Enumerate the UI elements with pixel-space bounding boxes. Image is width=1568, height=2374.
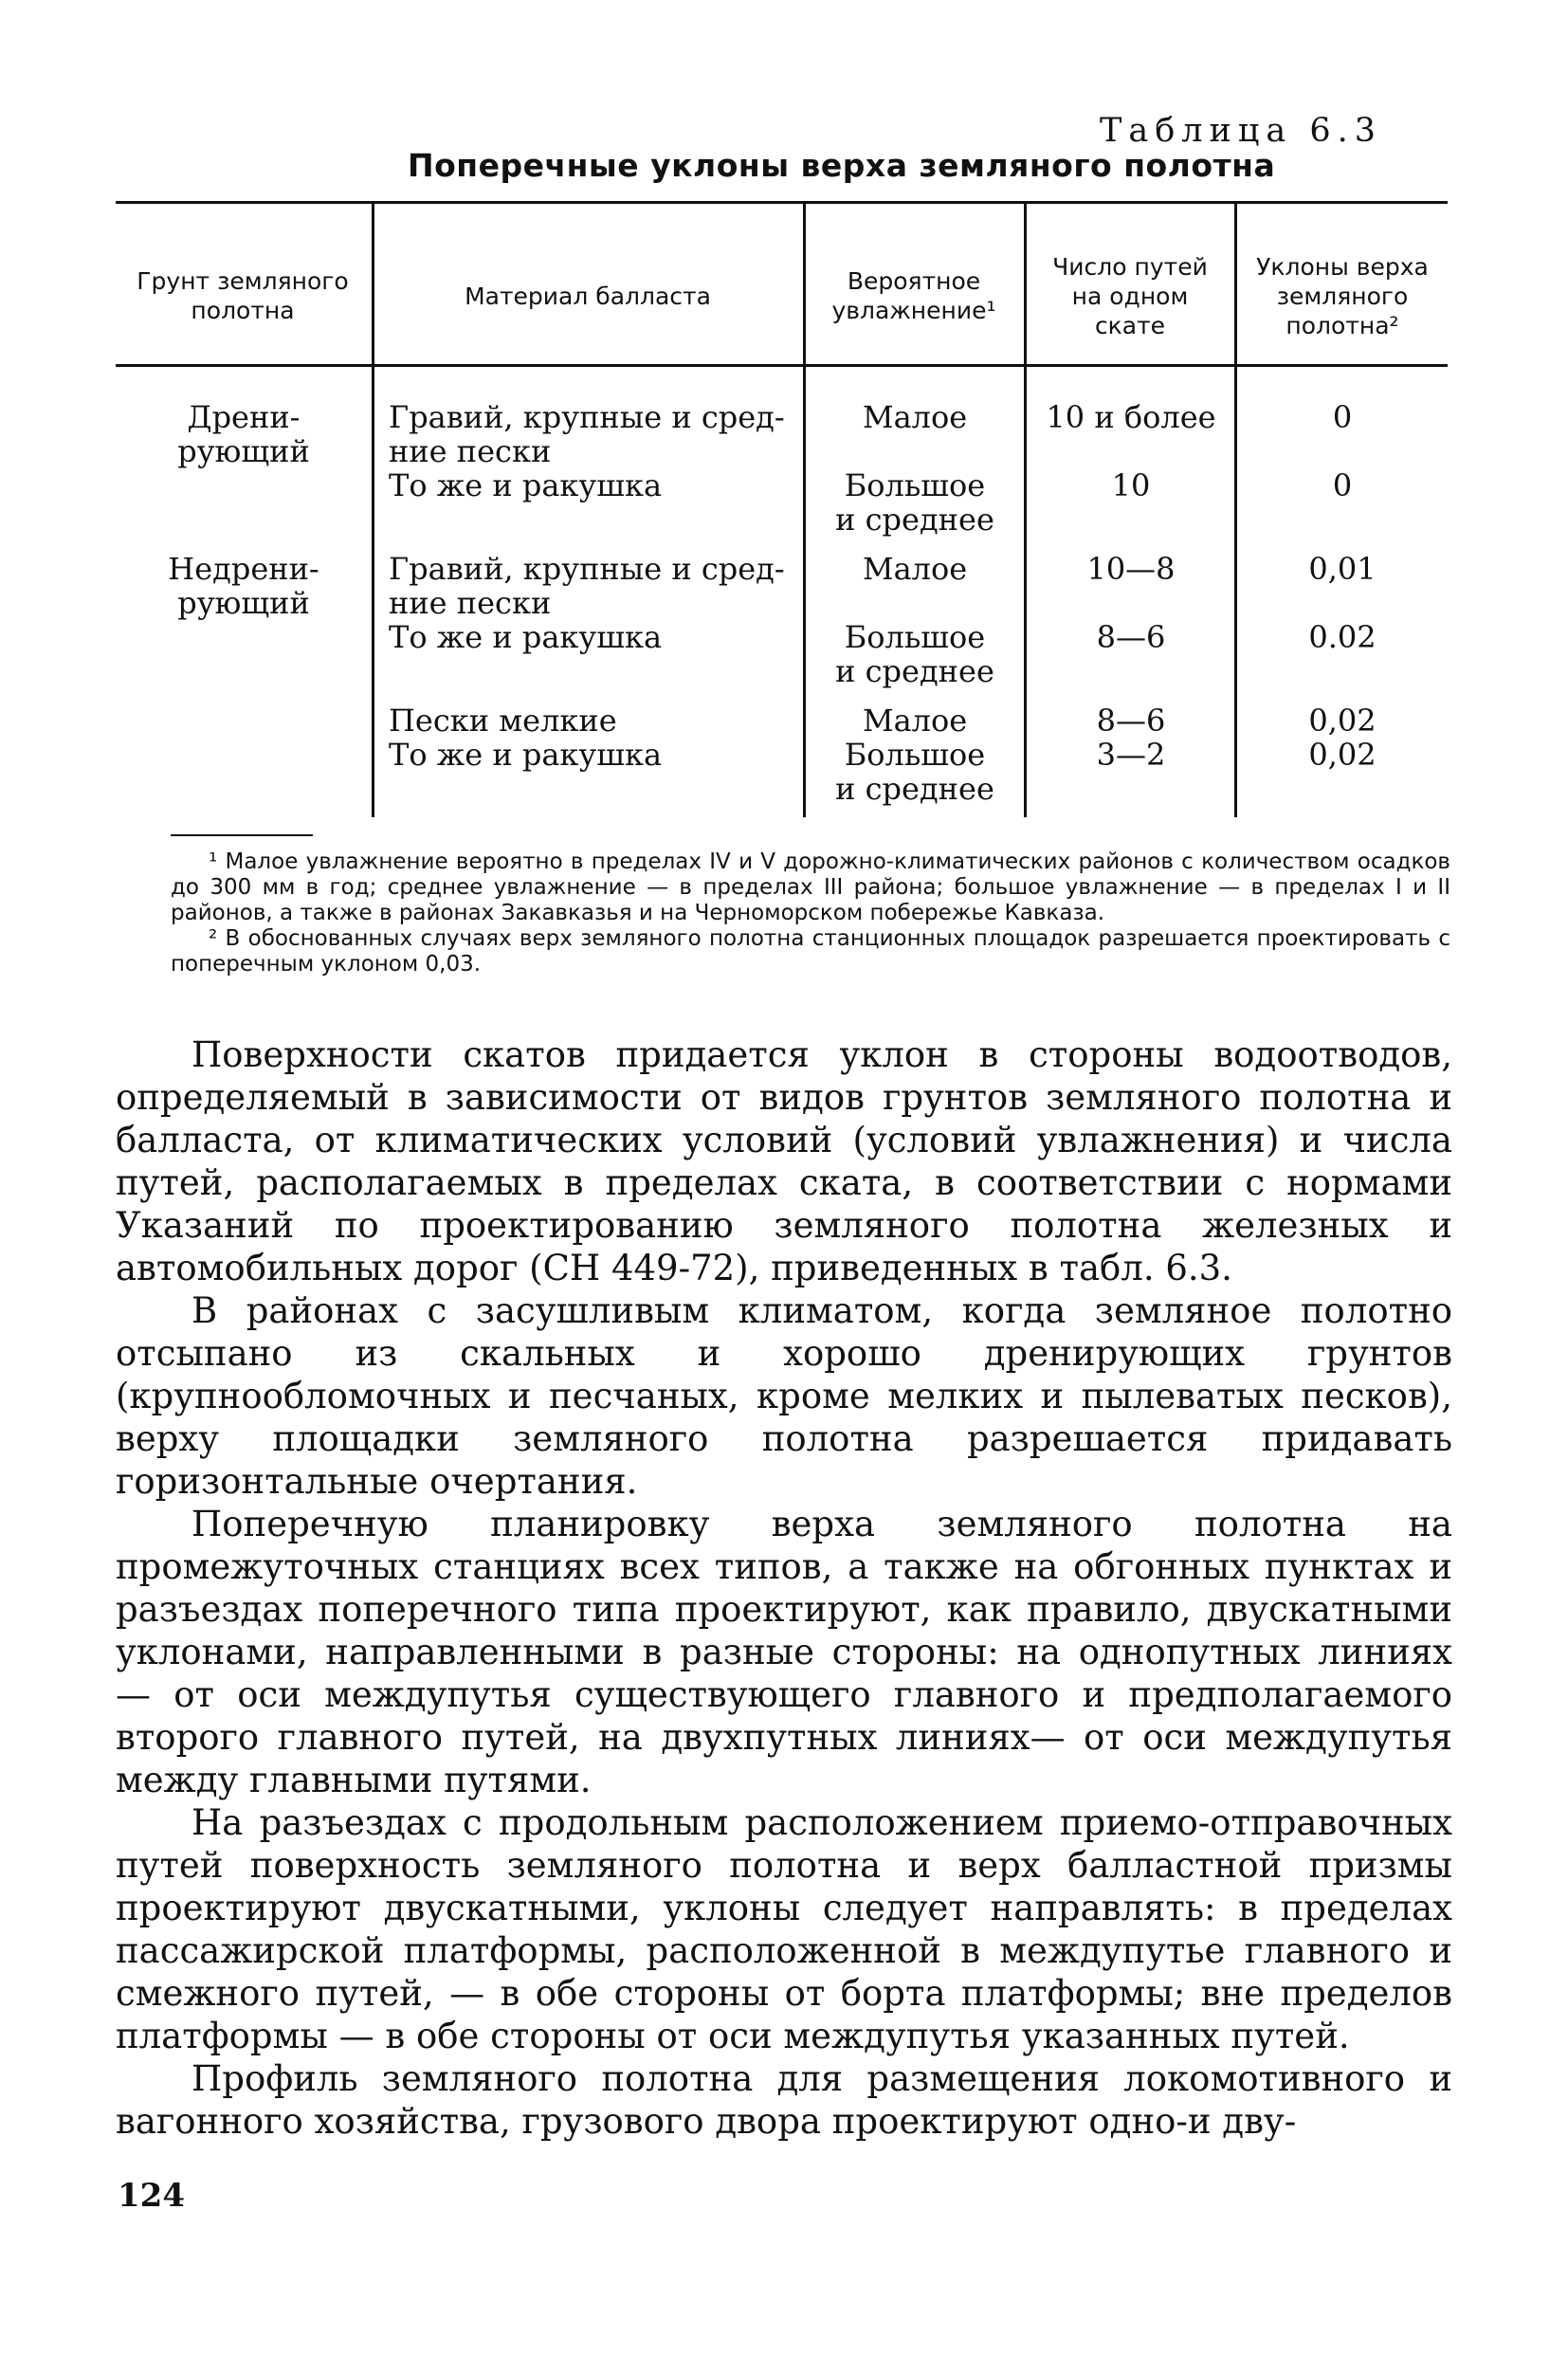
moisture-cell: Большое и среднее xyxy=(835,619,994,689)
slope-cell: 0,02 xyxy=(1308,703,1377,739)
ballast-cell: То же и ракушка xyxy=(389,619,663,655)
tracks-cell: 10—8 xyxy=(1086,551,1176,587)
footnote-rule xyxy=(171,834,313,836)
paragraph: Поперечную планировку верха земляного полотна на промежуточных станциях всех типов, а также на обгонных пунктах и разъездах поперечного типа проектируют, как правило, двускатными уклонами, направленными в разные стороны: на однопутных линиях — от оси междупутья существующего главного и предполагаемого второго главного путей, на двухпутных линиях— от оси междупутья между главными путями. xyxy=(116,1504,1452,1800)
slope-cell: 0 xyxy=(1332,467,1353,503)
table-top-rule xyxy=(116,201,1448,204)
slope-cell: 0,01 xyxy=(1308,551,1377,587)
moisture-cell: Малое xyxy=(862,399,968,435)
table-label: Таблица 6.3 xyxy=(1100,112,1383,150)
moisture-cell: Малое xyxy=(862,551,968,587)
table-header-rule xyxy=(116,364,1448,367)
header-slopes: Уклоны верха земляного полотна² xyxy=(1256,252,1429,339)
tracks-cell: 10 xyxy=(1111,467,1151,503)
table-title: Поперечные уклоны верха земляного полотна xyxy=(408,147,1276,184)
body-text xyxy=(116,1033,1452,2143)
footnote-2: ² В обоснованных случаях верх земляного полотна станционных площадок разрешается проектировать с поперечным уклоном 0,03. xyxy=(171,926,1450,977)
header-soil: Грунт земляного полотна xyxy=(137,267,349,324)
slope-cell: 0.02 xyxy=(1308,619,1377,655)
ballast-cell: Гравий, крупные и сред- ние пески xyxy=(389,551,785,621)
footnotes xyxy=(171,849,1450,977)
page-number: 124 xyxy=(118,2177,185,2215)
tracks-cell: 3—2 xyxy=(1096,737,1166,773)
tracks-cell: 8—6 xyxy=(1096,619,1166,655)
moisture-cell: Малое xyxy=(862,703,968,739)
slope-cell: 0,02 xyxy=(1308,737,1377,773)
header-tracks: Число путей на одном скате xyxy=(1052,252,1208,339)
header-ballast: Материал балласта xyxy=(465,282,711,310)
ballast-cell: Гравий, крупные и сред- ние пески xyxy=(389,399,785,469)
moisture-cell: Большое и среднее xyxy=(835,737,994,807)
ballast-cell: То же и ракушка xyxy=(389,737,663,773)
slope-table xyxy=(116,201,1448,819)
paragraph: В районах с засушливым климатом, когда земляное полотно отсыпано из скальных и хорошо дренирующих грунтов (крупнообломочных и песчаных, кроме мелких и пылеватых песков), верху площадки земляного полотна разрешается придавать горизонтальные очертания. xyxy=(116,1290,1452,1502)
tracks-cell: 8—6 xyxy=(1096,703,1166,739)
paragraph: Поверхности скатов придается уклон в стороны водоотводов, определяемый в зависимости от видов грунтов земляного полотна и балласта, от климатических условий (условий увлажнения) и числа путей, располагаемых в пределах ската, в соответствии с нормами Указаний по проектированию земляного полотна железных и автомобильных дорог (СН 449-72), приведенных в табл. 6.3. xyxy=(116,1034,1452,1288)
paragraph: Профиль земляного полотна для размещения локомотивного и вагонного хозяйства, грузового двора проектируют одно-и дву- xyxy=(116,2058,1452,2142)
ballast-cell: Пески мелкие xyxy=(389,703,617,739)
ballast-cell: То же и ракушка xyxy=(389,467,663,503)
soil-draining: Дрени- рующий xyxy=(177,399,310,469)
footnote-1: ¹ Малое увлажнение вероятно в пределах IV и V дорожно-климатических районов с количеством осадков до 300 мм в год; среднее увлажнение — в пределах III района; большое увлажнение — в пределах I и II районов, а также в районах Закавказья и на Черноморском побережье Кавказа. xyxy=(171,849,1450,925)
paragraph: На разъездах с продольным расположением приемо-отправочных путей поверхность земляного полотна и верх балластной призмы проектируют двускатными, уклоны следует направлять: в пределах пассажирской платформы, расположенной в междупутье главного и смежного путей, — в обе стороны от борта платформы; вне пределов платформы — в обе стороны от оси междупутья указанных путей. xyxy=(116,1802,1452,2056)
header-moisture: Вероятное увлажнение¹ xyxy=(831,267,996,324)
tracks-cell: 10 и более xyxy=(1046,399,1216,435)
soil-non-draining: Недрени- рующий xyxy=(168,551,319,621)
slope-cell: 0 xyxy=(1332,399,1353,435)
moisture-cell: Большое и среднее xyxy=(835,467,994,538)
